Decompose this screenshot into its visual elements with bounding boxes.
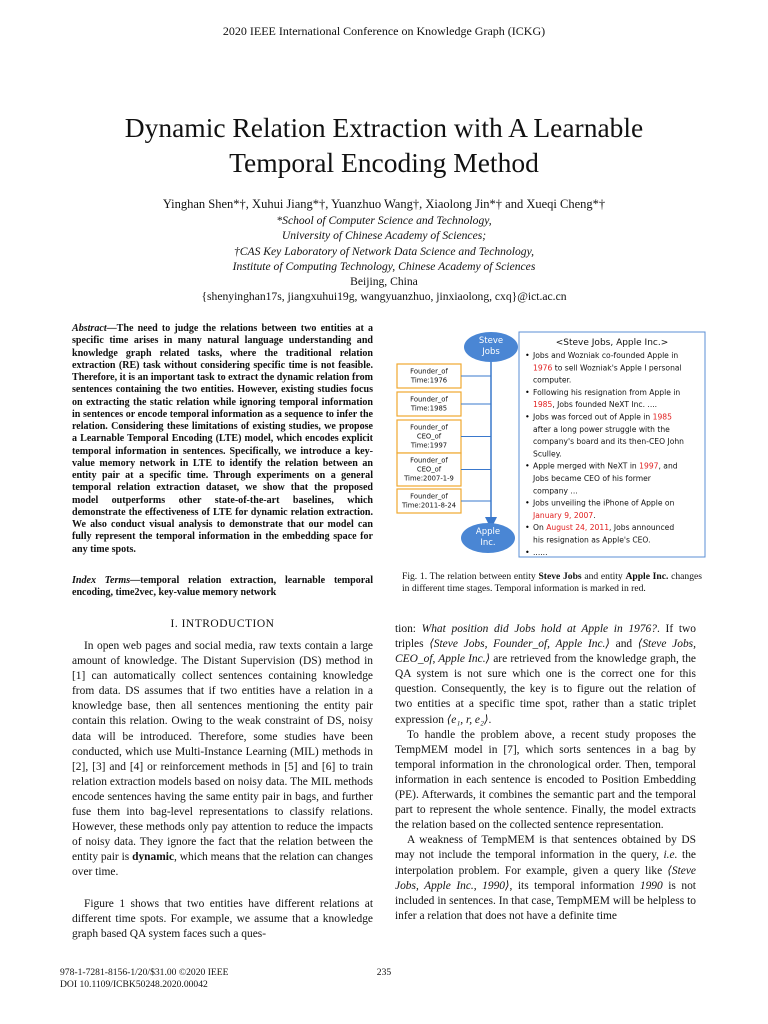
abstract: [72, 323, 373, 556]
bullet-symbol: •: [525, 547, 530, 557]
abstract-lead: Abstract: [72, 323, 107, 334]
evidence-line: [533, 376, 571, 385]
relation-label: Founder_of: [410, 423, 448, 432]
author-emails: {shenyinghan17s, jiangxuhui19g, wangyuanzhuo, jinxiaolong, cxq}@ict.ac.cn: [201, 290, 567, 304]
evidence-text: after a long power struggle with the: [533, 424, 670, 434]
caption-entity: Apple Inc.: [625, 571, 669, 582]
entity-label-line: Jobs: [482, 347, 500, 357]
bullet-symbol: •: [525, 351, 530, 360]
bullet-symbol: •: [525, 523, 530, 533]
abstract-text: —The need to judge the relations between two entities at a specific time arises in many natural language understanding and knowledge graph related tasks, where the traditional relation extraction (RE) task without considering specific time is not feasible. Therefore, it is an important task to extract the dynamic relation from sentences containing the two entities. However, existing studies focus on extracting the static relation while ignoring temporal information in sentences or encode temporal information as a sequence to infer the relation. Considering these limitations of existing studies, we propose a Learnable Temporal Encoding (LTE) model, which encodes explicit temporal information in sentences. Specifically, we introduce a key-value memory network in LTE to identify the relation between an entity pair at a specific time. Through experiments on a general temporal relation extraction dataset, we show that the proposed model outperforms other state-of-the-art baselines, which demonstrate the effectiveness of LTE for dynamic relation extraction. We also conduct visual analysis to demonstrate that our model can fully represent the temporal information in the embedding space for any time spots.: [72, 323, 373, 555]
footer-isbn: 978-1-7281-8156-1/20/$31.00 ©2020 IEEE: [60, 967, 229, 978]
evidence-line: [533, 449, 562, 458]
evidence-line: [533, 536, 651, 545]
bullet-symbol: •: [525, 461, 530, 471]
paragraph-text: In open web pages and social media, raw texts contain a large amount of knowledge. The Distant Supervision (DS) method in [1] can automatically collect sentences containing knowledge from data. DS assumes that if two entities have a relation in a knowledge base, then all sentences mentioning the entity pair contain this relation. Owing to the weak constraint of DS, noisy data will be introduced. Therefore, some studies have been conducted, which use Multi-Instance Learning (MIL) methods in [2], [3] and [4] or reinforcement methods in [5] and [6] to train relation extraction models based on noisy data. The MIL methods encode sentences having the same entity pair in bags, and further fuse them into bag-level representations to classify relations. However, these methods only pay attention to reduce the impacts of noisy data. They ignore the fact that the relation between the entity pair is: [72, 640, 373, 864]
affiliation-line: †CAS Key Laboratory of Network Data Science and Technology,: [233, 244, 534, 258]
evidence-line: [532, 474, 652, 483]
example-query: ⟨Steve Jobs, Apple Inc., 1990⟩: [395, 864, 696, 892]
relation-label: Founder_of: [410, 395, 448, 404]
evidence-text: , Jobs founded NeXT Inc. ....: [552, 400, 658, 410]
relation-label: Founder_of: [410, 456, 448, 465]
entity-label-line: Apple: [475, 527, 501, 537]
paragraph-text: and: [609, 638, 638, 651]
evidence-line: [533, 462, 678, 471]
page-number: 235: [376, 967, 392, 978]
paragraph-text: the interpolation problem. For example, given a query like: [395, 849, 696, 877]
temporal-mention: January 9, 2007: [533, 510, 594, 520]
paragraph-text: .: [488, 713, 492, 726]
author-list: Yinghan Shen*†, Xuhui Jiang*†, Yuanzhuo Wang†, Xiaolong Jin*† and Xueqi Cheng*†: [162, 197, 606, 211]
conference-header: 2020 IEEE International Conference on Knowledge Graph (ICKG): [222, 24, 546, 38]
evidence-line: [533, 486, 578, 495]
figure-1-caption: [402, 571, 702, 594]
evidence-text: Jobs unveiling the iPhone of Apple on: [533, 498, 675, 508]
left-column-body: [72, 639, 373, 942]
relation-box: [397, 420, 491, 453]
affiliation-line: University of Chinese Academy of Sciences;: [281, 229, 487, 243]
evidence-text: to sell Wozniak's Apple I personal: [552, 363, 682, 373]
paragraph-bold-term: dynamic: [132, 851, 175, 864]
evidence-line: [532, 511, 596, 520]
bullet-symbol: •: [525, 412, 530, 422]
caption-entity: Steve Jobs: [538, 571, 582, 582]
paragraph-text: , its temporal information: [509, 879, 640, 892]
relation-box: [397, 453, 491, 486]
temporal-mention: 1985: [533, 400, 553, 410]
paragraph-text: . If two triples: [395, 623, 696, 651]
evidence-text: company ...: [533, 486, 578, 496]
relation-box: [397, 392, 491, 416]
affiliation-line: Institute of Computing Technology, Chinese Academy of Sciences: [232, 259, 536, 273]
evidence-line: [532, 413, 672, 422]
relation-label: Time:1997: [410, 441, 448, 450]
bullet-symbol: •: [525, 387, 530, 397]
evidence-text: Jobs became CEO of his former: [533, 474, 651, 483]
section-heading-introduction: I. INTRODUCTION: [170, 618, 275, 630]
right-column-body: [395, 622, 696, 924]
evidence-line: [532, 499, 675, 508]
bullet-symbol: •: [525, 498, 530, 508]
temporal-mention: 1997: [639, 461, 659, 471]
example-year: 1990: [639, 879, 663, 892]
relation-label: Time:2011-8-24: [401, 501, 457, 510]
example-question: What position did Jobs hold at Apple in 1976?: [421, 623, 657, 635]
evidence-line: [533, 523, 674, 532]
title-line-1: Dynamic Relation Extraction with A Learnable: [124, 112, 644, 143]
evidence-text: On: [533, 523, 547, 533]
entity-label-line: Inc.: [480, 538, 496, 548]
evidence-line: [533, 425, 670, 434]
figure-1: [395, 328, 715, 566]
evidence-text: Jobs and Wozniak co-founded Apple in: [533, 351, 679, 360]
affiliation-city: Beijing, China: [350, 275, 418, 289]
affiliation-line: *School of Computer Science and Technology,: [276, 214, 492, 227]
paragraph-text: A weakness of TempMEM is that sentences obtained by DS may not include the temporal information in the query,: [395, 834, 696, 862]
temporal-mention: August 24, 2011: [546, 523, 610, 533]
figure-1-diagram: [395, 328, 715, 566]
index-terms: [72, 575, 373, 600]
relation-label: Founder_of: [410, 367, 448, 376]
evidence-line: [533, 388, 680, 397]
relation-label: CEO_of: [416, 465, 442, 474]
paragraph-italic: i.e.: [663, 849, 678, 862]
index-terms-lead: Index Terms: [72, 575, 131, 586]
relation-label: CEO_of: [416, 432, 442, 441]
evidence-text: Jobs was forced out of Apple in: [533, 412, 653, 422]
paper-title: [60, 110, 708, 180]
paragraph: [395, 833, 696, 924]
evidence-text: ......: [533, 547, 548, 557]
panel-title: <Steve Jobs, Apple Inc.>: [555, 338, 669, 348]
paragraph: To handle the problem above, a recent study proposes the TempMEM model in [7], which sorts sentences in a bag by temporal information in the chronological order. Then, temporal information in each sentence is encoded to Position Embedding (PE). Afterwards, it combines the semantic part and the temporal part to represent the whole sentence. Finally, the model extracts the relation based on the collected sentence representation.: [395, 728, 696, 832]
evidence-text: .: [593, 510, 596, 520]
evidence-line: [533, 363, 682, 372]
temporal-mention: 1976: [533, 363, 553, 373]
evidence-text: , and: [658, 461, 678, 471]
triplet-expression: ⟨e₁, r, e₂⟩: [446, 713, 489, 726]
evidence-line: [533, 400, 657, 409]
paragraph: Figure 1 shows that two entities have different relations at different time spots. For example, we assume that a knowledge graph based QA system faces such a ques-: [72, 897, 373, 940]
evidence-text: Following his resignation from Apple in: [533, 387, 681, 397]
evidence-text: Apple merged with NeXT in: [533, 461, 640, 471]
evidence-text: computer.: [533, 375, 572, 385]
paragraph: [395, 622, 696, 728]
caption-text: Fig. 1. The relation between entity: [402, 571, 539, 582]
evidence-text: , Jobs announced: [609, 523, 675, 533]
caption-text: changes in different time stages. Temporal information is marked in red.: [402, 571, 702, 594]
title-line-2: Temporal Encoding Method: [229, 147, 539, 178]
relation-label: Time:2007-1-9: [404, 474, 454, 483]
footer-doi: DOI 10.1109/ICBK50248.2020.00042: [60, 978, 208, 990]
paragraph-text: are retrieved from the knowledge graph, the QA system is not sure which one is the correct one for this question. Consequently, the key is to figure out the relation of two entities at a specific time spot, rather than a static triplet expression: [395, 653, 696, 726]
temporal-mention: 1985: [652, 412, 672, 422]
relation-boxes: [397, 364, 491, 513]
entity-label-line: Steve: [478, 336, 504, 346]
paragraph-text: , which means that the relation can changes over time.: [72, 851, 373, 879]
paragraph: [72, 639, 373, 881]
relation-label: Time:1985: [410, 404, 448, 413]
relation-box: [397, 489, 491, 513]
paragraph-text: tion:: [395, 623, 422, 635]
index-terms-text: —temporal relation extraction, learnable temporal encoding, time2vec, key-value memory network: [72, 575, 373, 599]
relation-box: [397, 364, 491, 388]
evidence-text: his resignation as Apple's CEO.: [533, 535, 651, 545]
caption-text: and entity: [581, 571, 626, 582]
evidence-line: [533, 437, 684, 446]
evidence-line: [533, 548, 547, 557]
evidence-text: Sculley.: [533, 449, 562, 459]
affiliations: [0, 213, 768, 305]
paragraph-text: is not included in sentences. In that case, TempMEM will be helpless to infer a relation that does not have a definite time: [395, 879, 696, 922]
relation-label: Founder_of: [410, 492, 448, 501]
evidence-line: [532, 351, 678, 360]
triple-expression: ⟨Steve Jobs, Founder_of, Apple Inc.⟩: [429, 638, 610, 651]
relation-label: Time:1976: [410, 376, 448, 385]
evidence-text: company's board and its then-CEO John: [533, 437, 684, 447]
triple-expression: ⟨Steve Jobs, CEO_of, Apple Inc.⟩: [395, 638, 696, 666]
